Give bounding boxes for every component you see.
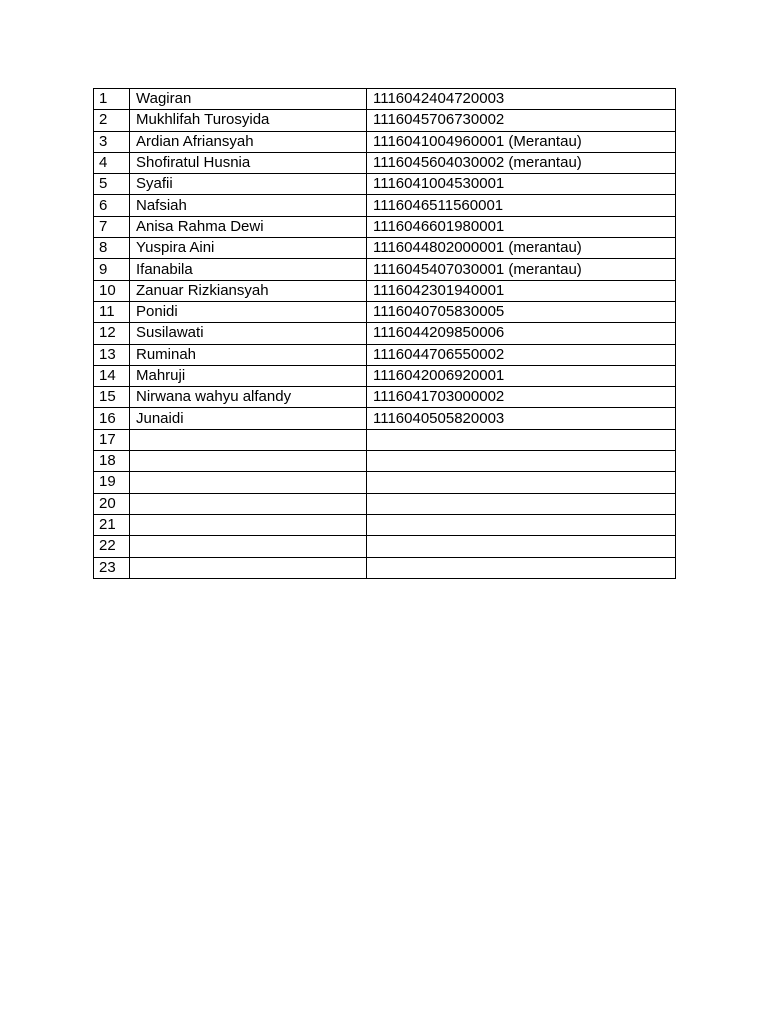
row-number-cell: 11 (94, 301, 130, 322)
table-row (94, 89, 676, 110)
table-row (94, 131, 676, 152)
id-number-cell: 1116040705830005 (367, 301, 676, 322)
name-cell: Mahruji (130, 365, 367, 386)
name-cell: Anisa Rahma Dewi (130, 216, 367, 237)
table-row (94, 387, 676, 408)
table-row (94, 323, 676, 344)
row-number-cell: 12 (94, 323, 130, 344)
id-number-cell: 1116041004530001 (367, 174, 676, 195)
table-row (94, 344, 676, 365)
row-number-cell: 21 (94, 514, 130, 535)
name-cell: Susilawati (130, 323, 367, 344)
table-row (94, 365, 676, 386)
row-number-cell: 1 (94, 89, 130, 110)
name-cell: Ponidi (130, 301, 367, 322)
id-number-cell: 1116041004960001 (Merantau) (367, 131, 676, 152)
name-cell: Mukhlifah Turosyida (130, 110, 367, 131)
name-cell: Ardian Afriansyah (130, 131, 367, 152)
id-number-cell (367, 472, 676, 493)
resident-table (93, 88, 676, 579)
id-number-cell: 1116040505820003 (367, 408, 676, 429)
id-number-cell (367, 429, 676, 450)
name-cell: Yuspira Aini (130, 238, 367, 259)
row-number-cell: 15 (94, 387, 130, 408)
id-number-cell: 1116045407030001 (merantau) (367, 259, 676, 280)
table-row (94, 514, 676, 535)
table-row (94, 216, 676, 237)
name-cell (130, 536, 367, 557)
id-number-cell: 1116046511560001 (367, 195, 676, 216)
row-number-cell: 14 (94, 365, 130, 386)
name-cell (130, 557, 367, 578)
table-row (94, 152, 676, 173)
id-number-cell: 1116044706550002 (367, 344, 676, 365)
row-number-cell: 23 (94, 557, 130, 578)
row-number-cell: 2 (94, 110, 130, 131)
table-row (94, 472, 676, 493)
table-body (94, 89, 676, 579)
name-cell (130, 514, 367, 535)
name-cell (130, 451, 367, 472)
table-row (94, 557, 676, 578)
id-number-cell: 1116046601980001 (367, 216, 676, 237)
name-cell: Ifanabila (130, 259, 367, 280)
row-number-cell: 4 (94, 152, 130, 173)
row-number-cell: 17 (94, 429, 130, 450)
id-number-cell: 1116045706730002 (367, 110, 676, 131)
row-number-cell: 19 (94, 472, 130, 493)
name-cell: Nirwana wahyu alfandy (130, 387, 367, 408)
row-number-cell: 9 (94, 259, 130, 280)
row-number-cell: 5 (94, 174, 130, 195)
name-cell: Zanuar Rizkiansyah (130, 280, 367, 301)
id-number-cell (367, 557, 676, 578)
id-number-cell: 1116042006920001 (367, 365, 676, 386)
name-cell: Ruminah (130, 344, 367, 365)
name-cell (130, 472, 367, 493)
id-number-cell (367, 536, 676, 557)
name-cell: Syafii (130, 174, 367, 195)
row-number-cell: 22 (94, 536, 130, 557)
table-row (94, 451, 676, 472)
table-row (94, 259, 676, 280)
row-number-cell: 16 (94, 408, 130, 429)
row-number-cell: 10 (94, 280, 130, 301)
name-cell: Junaidi (130, 408, 367, 429)
table-row (94, 195, 676, 216)
id-number-cell: 1116041703000002 (367, 387, 676, 408)
table-row (94, 536, 676, 557)
row-number-cell: 13 (94, 344, 130, 365)
name-cell: Wagiran (130, 89, 367, 110)
id-number-cell: 1116044209850006 (367, 323, 676, 344)
id-number-cell: 1116045604030002 (merantau) (367, 152, 676, 173)
table-row (94, 174, 676, 195)
table-row (94, 110, 676, 131)
table-row (94, 238, 676, 259)
id-number-cell (367, 493, 676, 514)
name-cell (130, 493, 367, 514)
table-row (94, 408, 676, 429)
id-number-cell: 1116044802000001 (merantau) (367, 238, 676, 259)
row-number-cell: 3 (94, 131, 130, 152)
row-number-cell: 6 (94, 195, 130, 216)
table-row (94, 429, 676, 450)
table-row (94, 301, 676, 322)
table-row (94, 280, 676, 301)
name-cell: Nafsiah (130, 195, 367, 216)
id-number-cell (367, 451, 676, 472)
row-number-cell: 18 (94, 451, 130, 472)
table-row (94, 493, 676, 514)
id-number-cell (367, 514, 676, 535)
name-cell: Shofiratul Husnia (130, 152, 367, 173)
id-number-cell: 1116042301940001 (367, 280, 676, 301)
name-cell (130, 429, 367, 450)
row-number-cell: 8 (94, 238, 130, 259)
id-number-cell: 1116042404720003 (367, 89, 676, 110)
row-number-cell: 20 (94, 493, 130, 514)
row-number-cell: 7 (94, 216, 130, 237)
